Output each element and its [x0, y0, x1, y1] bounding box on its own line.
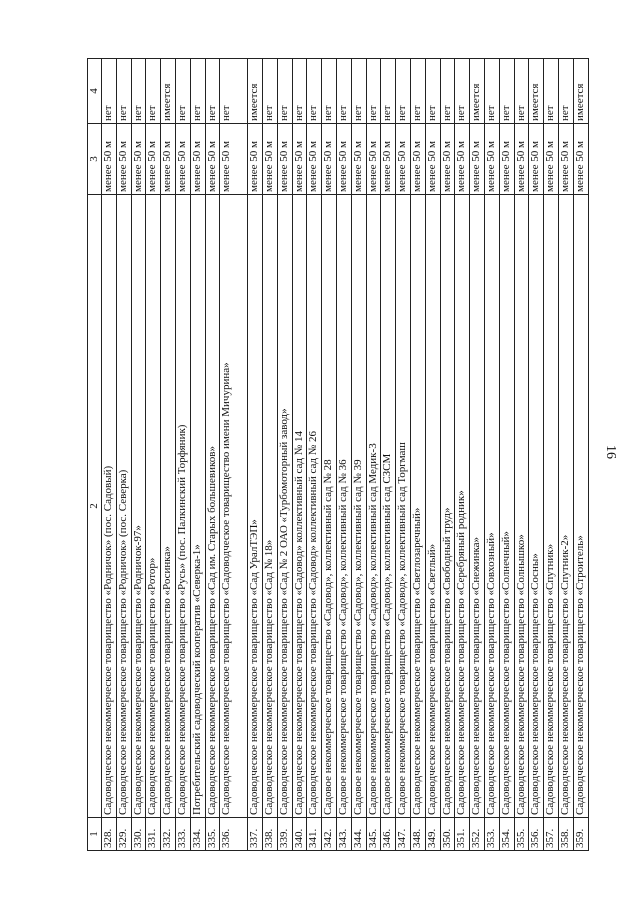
table-row: [366, 59, 381, 851]
row-distance: менее 50 м: [175, 124, 190, 195]
row-name: Садовое некоммерческое товарищество «Садовод», коллективный сад № 28: [322, 195, 337, 818]
row-distance: менее 50 м: [307, 124, 322, 195]
row-distance: менее 50 м: [161, 124, 176, 195]
table-row: [455, 59, 470, 851]
row-number: 348.: [410, 818, 425, 851]
row-name: Потребительский садоводческий кооператив «Северка-1»: [190, 195, 205, 818]
row-number: 350.: [440, 818, 455, 851]
row-availability: имеется: [529, 59, 544, 124]
row-name: Садоводческое некоммерческое товарищество «Русь» (пос. Палкинский Торфяник): [175, 195, 190, 818]
row-name: Садоводческое некоммерческое товарищество «Серебряный родник»: [455, 195, 470, 818]
table-body: [102, 59, 589, 851]
row-name: Садоводческое некоммерческое товарищество «Солнышко»: [514, 195, 529, 818]
row-availability: нет: [351, 59, 366, 124]
table-row: [292, 59, 307, 851]
column-header-availability: 4: [88, 59, 102, 124]
row-distance: менее 50 м: [366, 124, 381, 195]
row-availability: нет: [396, 59, 411, 124]
row-availability: имеется: [573, 59, 588, 124]
row-name: Садоводческое некоммерческое товарищество «Спутник»: [544, 195, 559, 818]
row-availability: нет: [514, 59, 529, 124]
row-distance: менее 50 м: [292, 124, 307, 195]
row-distance: менее 50 м: [410, 124, 425, 195]
row-number: 328.: [102, 818, 117, 851]
row-name: Садоводческое некоммерческое товарищество «Строитель»: [573, 195, 588, 818]
row-availability: нет: [292, 59, 307, 124]
row-distance: менее 50 м: [381, 124, 396, 195]
row-name: Садоводческое некоммерческое товарищество «Сосны»: [529, 195, 544, 818]
row-number: 339.: [277, 818, 292, 851]
table-row: [573, 59, 588, 851]
row-distance: менее 50 м: [544, 124, 559, 195]
row-availability: нет: [336, 59, 351, 124]
table-row: [470, 59, 485, 851]
row-name: Садоводческое некоммерческое товарищество «Родничок» (пос. Северка): [116, 195, 131, 818]
row-name: Садовое некоммерческое товарищество «Садовод», коллективный сад Медик-3: [366, 195, 381, 818]
rotated-table-container: [87, 58, 586, 851]
table-row: [205, 59, 220, 851]
page-number: 16: [603, 445, 618, 459]
row-distance: менее 50 м: [116, 124, 131, 195]
row-number: 354.: [499, 818, 514, 851]
row-availability: нет: [146, 59, 161, 124]
row-number: 357.: [544, 818, 559, 851]
table-row: [514, 59, 529, 851]
table-row: [322, 59, 337, 851]
row-distance: менее 50 м: [205, 124, 220, 195]
row-name: Садоводческое некоммерческое товарищество «Родничок» (пос. Садовый): [102, 195, 117, 818]
table-row: [558, 59, 573, 851]
row-distance: менее 50 м: [131, 124, 146, 195]
row-number: 332.: [161, 818, 176, 851]
table-row: [190, 59, 205, 851]
row-name: Садоводческое некоммерческое товарищество «Снежинка»: [470, 195, 485, 818]
row-distance: менее 50 м: [425, 124, 440, 195]
table-row: [425, 59, 440, 851]
table-row: [102, 59, 117, 851]
table-header-row: [88, 59, 102, 851]
row-name: Садоводческое некоммерческое товарищество «Свободный труд»: [440, 195, 455, 818]
row-availability: имеется: [161, 59, 176, 124]
row-number: 356.: [529, 818, 544, 851]
row-availability: нет: [220, 59, 248, 124]
column-header-distance: 3: [88, 124, 102, 195]
row-name: Садоводческое некоммерческое товарищество «Совхозный»: [484, 195, 499, 818]
row-name: Садоводческое некоммерческое товарищество «Родничок-97»: [131, 195, 146, 818]
row-name: Садовое некоммерческое товарищество «Садовод», коллективный сад СЗСМ: [381, 195, 396, 818]
row-distance: менее 50 м: [558, 124, 573, 195]
row-distance: менее 50 м: [514, 124, 529, 195]
row-distance: менее 50 м: [248, 124, 263, 195]
row-number: 347.: [396, 818, 411, 851]
table-row: [529, 59, 544, 851]
row-availability: нет: [205, 59, 220, 124]
row-availability: нет: [366, 59, 381, 124]
row-name: Садоводческое некоммерческое товарищество «Сад им. Старых большевиков»: [205, 195, 220, 818]
table-row: [410, 59, 425, 851]
row-distance: менее 50 м: [351, 124, 366, 195]
table-row: [440, 59, 455, 851]
row-availability: нет: [544, 59, 559, 124]
row-availability: нет: [190, 59, 205, 124]
row-name: Садоводческое некоммерческое товарищество «Росинка»: [161, 195, 176, 818]
row-number: 351.: [455, 818, 470, 851]
row-name: Садовое некоммерческое товарищество «Садовод», коллективный сад Торгмаш: [396, 195, 411, 818]
row-availability: нет: [131, 59, 146, 124]
row-distance: менее 50 м: [470, 124, 485, 195]
row-number: 343.: [336, 818, 351, 851]
row-availability: нет: [277, 59, 292, 124]
row-name: Садоводческое некоммерческое товарищество «Садовод» коллективный сад № 26: [307, 195, 322, 818]
row-name: Садоводческое некоммерческое товарищество «Спутник-2»: [558, 195, 573, 818]
row-availability: нет: [262, 59, 277, 124]
table-row: [381, 59, 396, 851]
row-availability: нет: [499, 59, 514, 124]
row-number: 358.: [558, 818, 573, 851]
table-row: [146, 59, 161, 851]
table-row: [248, 59, 263, 851]
table-row: [262, 59, 277, 851]
row-availability: нет: [322, 59, 337, 124]
row-distance: менее 50 м: [336, 124, 351, 195]
row-name: Садоводческое некоммерческое товарищество «Солнечный»: [499, 195, 514, 818]
row-number: 340.: [292, 818, 307, 851]
row-name: Садоводческое некоммерческое товарищество «Сад № 2 ОАО «Турбомоторный завод»: [277, 195, 292, 818]
row-number: 335.: [205, 818, 220, 851]
row-availability: нет: [484, 59, 499, 124]
row-distance: менее 50 м: [146, 124, 161, 195]
row-number: 353.: [484, 818, 499, 851]
row-distance: менее 50 м: [455, 124, 470, 195]
table-row: [484, 59, 499, 851]
table-row: [396, 59, 411, 851]
row-number: 359.: [573, 818, 588, 851]
column-header-number: 1: [88, 818, 102, 851]
row-distance: менее 50 м: [573, 124, 588, 195]
row-availability: нет: [558, 59, 573, 124]
row-distance: менее 50 м: [396, 124, 411, 195]
row-number: 336.: [220, 818, 248, 851]
table-row: [116, 59, 131, 851]
row-number: 337.: [248, 818, 263, 851]
garden-associations-table: [87, 58, 589, 851]
row-number: 349.: [425, 818, 440, 851]
row-name: Садоводческое некоммерческое товарищество «Садовод» коллективный сад № 14: [292, 195, 307, 818]
row-number: 352.: [470, 818, 485, 851]
row-distance: менее 50 м: [220, 124, 248, 195]
row-distance: менее 50 м: [102, 124, 117, 195]
row-number: 330.: [131, 818, 146, 851]
row-number: 355.: [514, 818, 529, 851]
row-distance: менее 50 м: [440, 124, 455, 195]
table-row: [175, 59, 190, 851]
row-availability: нет: [116, 59, 131, 124]
row-name: Садовое некоммерческое товарищество «Садовод», коллективный сад № 39: [351, 195, 366, 818]
row-name: Садоводческое некоммерческое товарищество «Садоводческое товарищество имени Мичурина»: [220, 195, 248, 818]
table-row: [351, 59, 366, 851]
row-distance: менее 50 м: [499, 124, 514, 195]
row-availability: нет: [307, 59, 322, 124]
row-number: 331.: [146, 818, 161, 851]
row-availability: нет: [425, 59, 440, 124]
row-name: Садоводческое некоммерческое товарищество «Светлый»: [425, 195, 440, 818]
table-row: [277, 59, 292, 851]
row-availability: имеется: [470, 59, 485, 124]
row-number: 341.: [307, 818, 322, 851]
row-distance: менее 50 м: [190, 124, 205, 195]
row-name: Садоводческое некоммерческое товарищество «Сад № 18»: [262, 195, 277, 818]
row-availability: имеется: [248, 59, 263, 124]
row-number: 346.: [381, 818, 396, 851]
table-row: [307, 59, 322, 851]
row-number: 345.: [366, 818, 381, 851]
table-row: [544, 59, 559, 851]
row-name: Садоводческое некоммерческое товарищество «Ротор»: [146, 195, 161, 818]
table-row: [161, 59, 176, 851]
row-number: 338.: [262, 818, 277, 851]
table-row: [336, 59, 351, 851]
row-availability: нет: [381, 59, 396, 124]
row-name: Садовое некоммерческое товарищество «Садовод», коллективный сад № 36: [336, 195, 351, 818]
row-name: Садоводческое некоммерческое товарищество «Светлозаречный»: [410, 195, 425, 818]
row-availability: нет: [455, 59, 470, 124]
table-row: [131, 59, 146, 851]
row-name: Садоводческое некоммерческое товарищество «Сад УралТЭП»: [248, 195, 263, 818]
row-distance: менее 50 м: [262, 124, 277, 195]
row-availability: нет: [440, 59, 455, 124]
table-row: [220, 59, 248, 851]
row-number: 329.: [116, 818, 131, 851]
row-number: 342.: [322, 818, 337, 851]
row-number: 333.: [175, 818, 190, 851]
table-row: [499, 59, 514, 851]
column-header-name: 2: [88, 195, 102, 818]
row-availability: нет: [102, 59, 117, 124]
row-number: 334.: [190, 818, 205, 851]
row-availability: нет: [175, 59, 190, 124]
row-distance: менее 50 м: [484, 124, 499, 195]
row-distance: менее 50 м: [322, 124, 337, 195]
row-distance: менее 50 м: [277, 124, 292, 195]
row-availability: нет: [410, 59, 425, 124]
row-distance: менее 50 м: [529, 124, 544, 195]
row-number: 344.: [351, 818, 366, 851]
document-page: [87, 58, 586, 851]
